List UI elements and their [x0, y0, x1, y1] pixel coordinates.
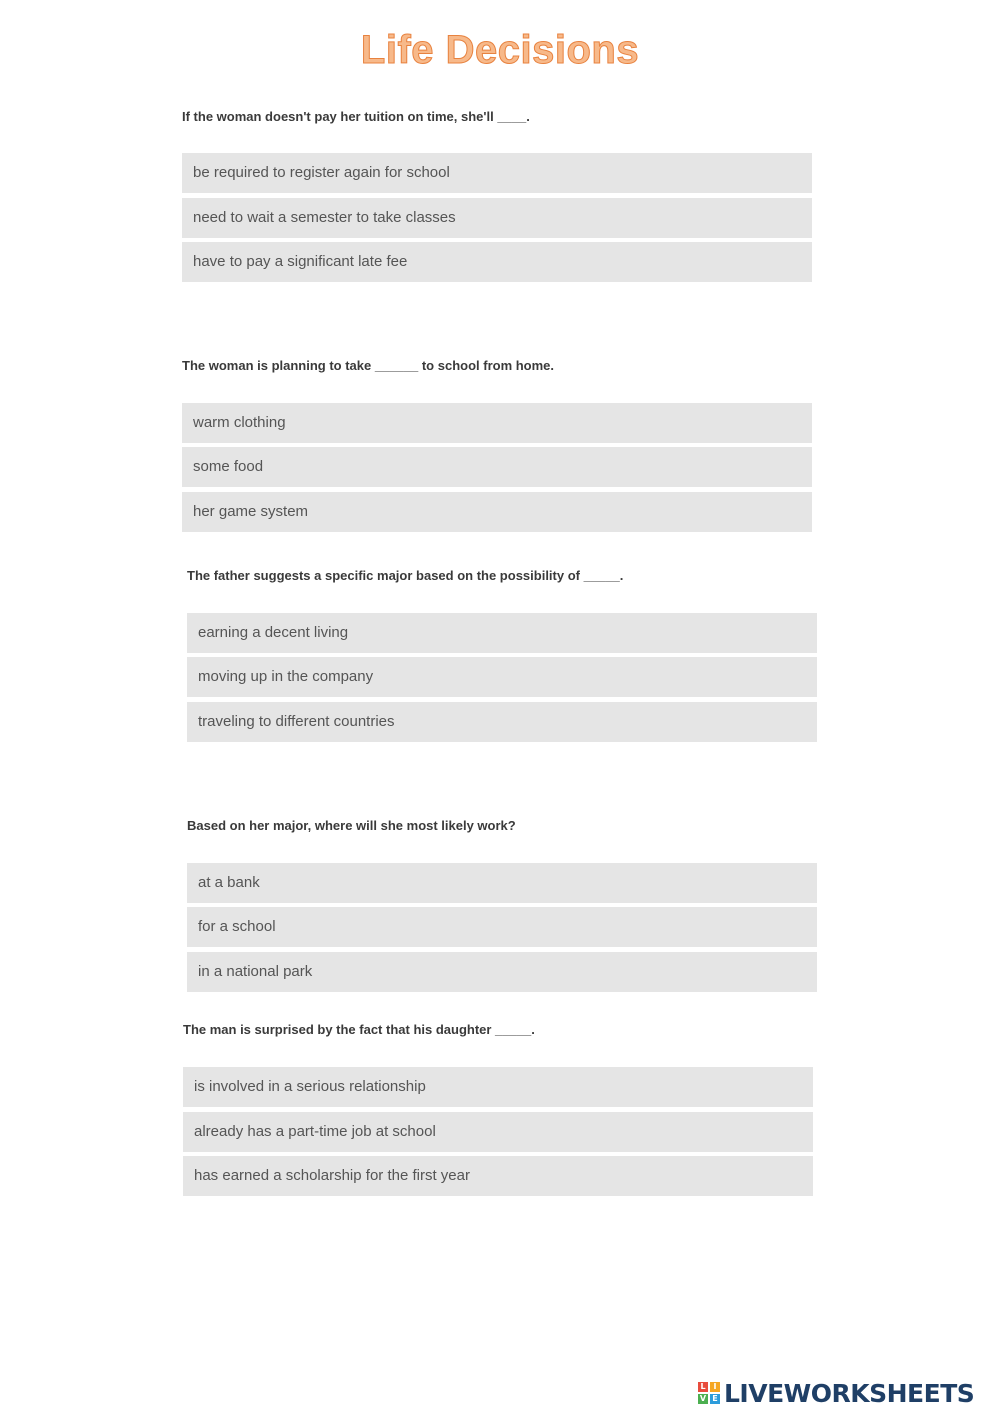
logo-mark-icon	[698, 1382, 720, 1404]
question-4-prompt: Based on her major, where will she most likely work?	[187, 818, 516, 833]
logo-letter: I	[710, 1382, 720, 1392]
question-3-option-2[interactable]: moving up in the company	[187, 657, 817, 697]
logo-text: LIVEWORKSHEETS	[724, 1378, 975, 1408]
question-4-option-3[interactable]: in a national park	[187, 952, 817, 992]
question-2-prompt: The woman is planning to take ______ to school from home.	[182, 358, 555, 373]
question-3-option-3[interactable]: traveling to different countries	[187, 702, 817, 742]
question-1-prompt: If the woman doesn't pay her tuition on time, she'll ____.	[182, 109, 530, 124]
question-3-prompt: The father suggests a specific major based on the possibility of _____.	[187, 568, 624, 583]
question-1-option-3[interactable]: have to pay a significant late fee	[182, 242, 812, 282]
question-4-option-2[interactable]: for a school	[187, 907, 817, 947]
question-1-option-2[interactable]: need to wait a semester to take classes	[182, 198, 812, 238]
question-5-prompt: The man is surprised by the fact that his daughter _____.	[183, 1022, 535, 1037]
question-2-option-1[interactable]: warm clothing	[182, 403, 812, 443]
question-1-option-1[interactable]: be required to register again for school	[182, 153, 812, 193]
page-title: Life Decisions	[360, 28, 640, 72]
question-4-option-1[interactable]: at a bank	[187, 863, 817, 903]
liveworksheets-logo	[698, 1378, 974, 1408]
question-2-option-3[interactable]: her game system	[182, 492, 812, 532]
logo-letter: V	[699, 1394, 707, 1403]
question-2-option-2[interactable]: some food	[182, 447, 812, 487]
question-5-option-2[interactable]: already has a part-time job at school	[183, 1112, 813, 1152]
logo-letter: E	[710, 1394, 720, 1404]
question-5-option-1[interactable]: is involved in a serious relationship	[183, 1067, 813, 1107]
logo-letter: L	[698, 1382, 708, 1392]
question-5-option-3[interactable]: has earned a scholarship for the first year	[183, 1156, 813, 1196]
question-3-option-1[interactable]: earning a decent living	[187, 613, 817, 653]
